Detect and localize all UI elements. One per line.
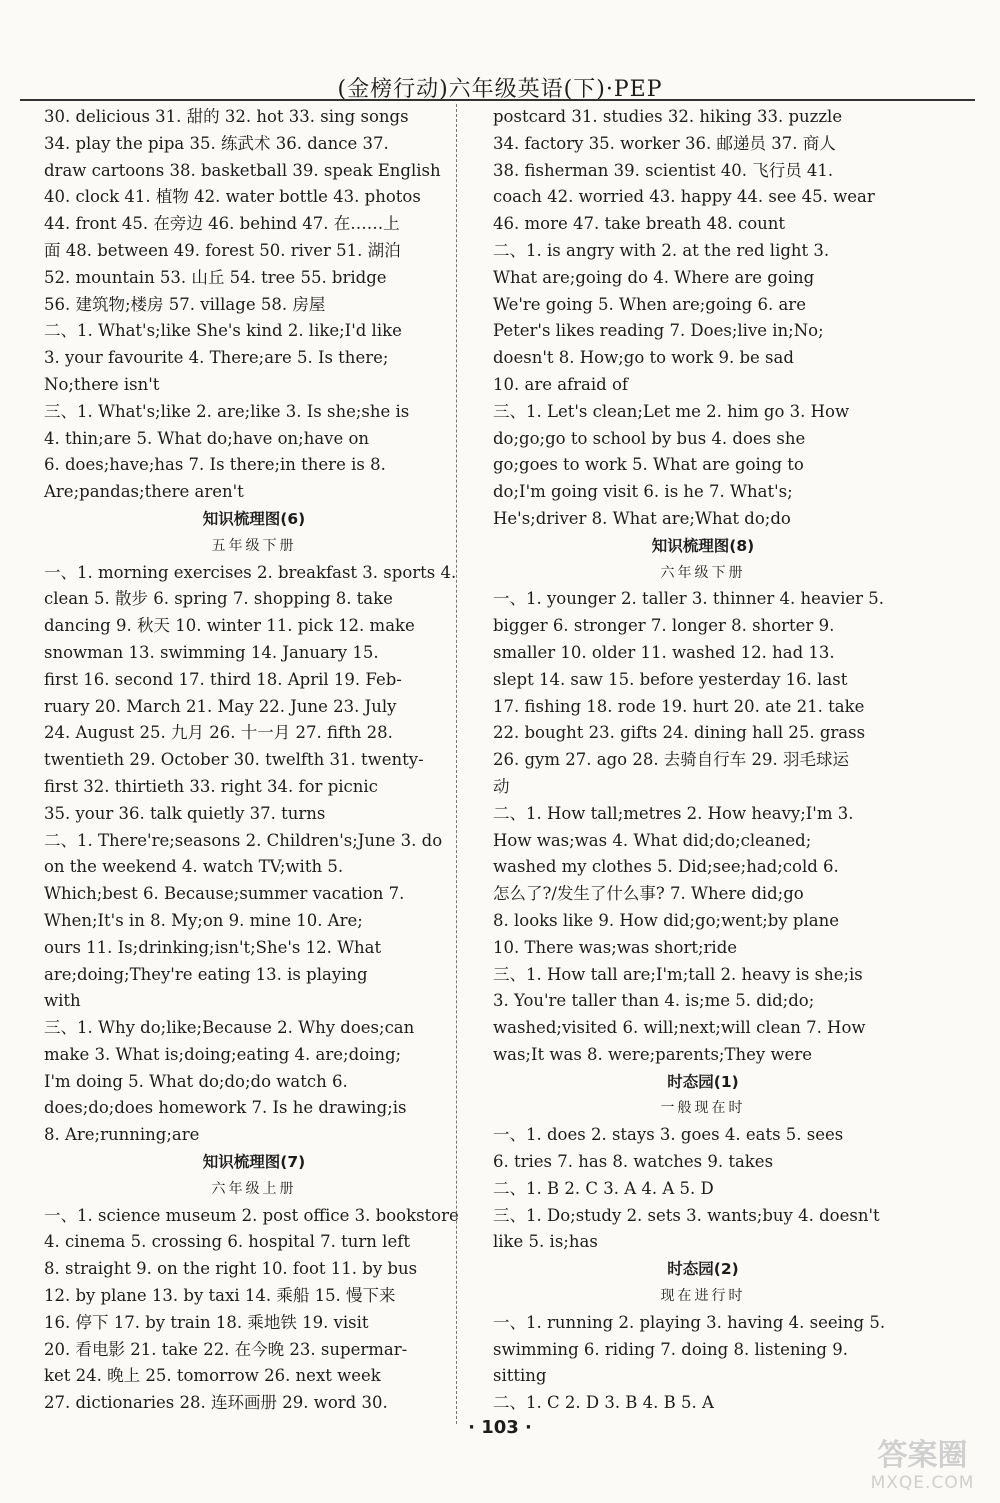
watermark-bottom-text: MXQE.COM xyxy=(870,1473,975,1493)
answer-line: smaller 10. older 11. washed 12. had 13. xyxy=(493,642,835,662)
answer-line: 三、1. Do;study 2. sets 3. wants;buy 4. doesn't xyxy=(493,1205,880,1225)
answer-line: 一、1. running 2. playing 3. having 4. seeing 5. xyxy=(493,1312,886,1332)
answer-line: 二、1. What's;like She's kind 2. like;I'd like xyxy=(44,321,402,341)
watermark-top-text: 答案圈 xyxy=(877,1438,968,1473)
answer-line: ours 11. Is;drinking;isn't;She's 12. What xyxy=(44,937,382,957)
answer-line: 10. There was;was short;ride xyxy=(493,937,738,957)
answer-line: 56. 建筑物;楼房 57. village 58. 房屋 xyxy=(44,294,326,314)
answer-line: 三、1. How tall are;I'm;tall 2. heavy is she;is xyxy=(493,964,863,984)
answer-line: go;goes to work 5. What are going to xyxy=(493,455,804,475)
section-heading: 时态园(2) xyxy=(667,1260,739,1279)
answer-line: 二、1. is angry with 2. at the red light 3. xyxy=(493,240,830,260)
answer-line: 8. looks like 9. How did;go;went;by plane xyxy=(493,910,840,930)
section-heading: 时态园(1) xyxy=(667,1072,739,1091)
answer-line: ket 24. 晚上 25. tomorrow 26. next week xyxy=(44,1366,381,1386)
answer-line: coach 42. worried 43. happy 44. see 45. wear xyxy=(493,187,875,207)
answer-line: bigger 6. stronger 7. longer 8. shorter 9. xyxy=(493,616,835,636)
answer-line: 二、1. How tall;metres 2. How heavy;I'm 3. xyxy=(493,803,854,823)
answer-line: He's;driver 8. What are;What do;do xyxy=(493,508,791,528)
answer-line: How was;was 4. What did;do;cleaned; xyxy=(493,830,812,850)
answer-line: make 3. What is;doing;eating 4. are;doing; xyxy=(44,1044,402,1064)
section-heading: 知识梳理图(8) xyxy=(651,536,755,555)
answer-line: first 32. thirtieth 33. right 34. for picnic xyxy=(44,776,378,796)
answer-line: dancing 9. 秋天 10. winter 11. pick 12. make xyxy=(44,616,415,636)
answer-line: 一、1. science museum 2. post office 3. bookstore xyxy=(44,1205,459,1225)
answer-line: on the weekend 4. watch TV;with 5. xyxy=(44,857,344,877)
answer-line: No;there isn't xyxy=(44,374,160,394)
section-subheading: 现在进行时 xyxy=(660,1288,746,1305)
answer-line: 27. dictionaries 28. 连环画册 29. word 30. xyxy=(44,1393,388,1413)
section-subheading: 五年级下册 xyxy=(211,537,297,554)
answer-line: 三、1. Why do;like;Because 2. Why does;can xyxy=(44,1018,415,1038)
answer-line: 二、1. There're;seasons 2. Children's;June 3. do xyxy=(44,830,443,850)
answer-line: ruary 20. March 21. May 22. June 23. July xyxy=(44,696,397,716)
section-heading: 知识梳理图(6) xyxy=(202,509,306,528)
page-header: (金榜行动)六年级英语(下)·PEP xyxy=(337,77,663,102)
answer-line: 怎么了?/发生了什么事? 7. Where did;go xyxy=(493,884,804,904)
answer-line: does;do;does homework 7. Is he drawing;is xyxy=(44,1098,407,1118)
header-rule xyxy=(20,99,975,101)
section-subheading: 六年级上册 xyxy=(211,1180,297,1197)
answer-line: 35. your 36. talk quietly 37. turns xyxy=(44,803,326,823)
answer-line: 52. mountain 53. 山丘 54. tree 55. bridge xyxy=(44,267,387,287)
answer-line: 34. play the pipa 35. 练武术 36. dance 37. xyxy=(44,133,389,153)
right-column xyxy=(493,104,913,1417)
answer-line: like 5. is;has xyxy=(493,1232,598,1252)
answer-line: When;It's in 8. My;on 9. mine 10. Are; xyxy=(44,910,363,930)
answer-line: clean 5. 散步 6. spring 7. shopping 8. take xyxy=(44,589,393,609)
section-heading: 知识梳理图(7) xyxy=(202,1153,306,1172)
answer-line: What are;going do 4. Where are going xyxy=(493,267,815,287)
answer-line: do;I'm going visit 6. is he 7. What's; xyxy=(493,482,793,502)
answer-line: postcard 31. studies 32. hiking 33. puzzle xyxy=(493,107,843,126)
answer-line: washed;visited 6. will;next;will clean 7. How xyxy=(493,1018,866,1038)
answer-line: draw cartoons 38. basketball 39. speak English xyxy=(44,160,441,180)
answer-line: twentieth 29. October 30. twelfth 31. twenty- xyxy=(44,750,424,770)
answer-line: 8. Are;running;are xyxy=(44,1125,200,1145)
column-divider xyxy=(456,104,457,1424)
section-subheading: 一般现在时 xyxy=(660,1100,746,1117)
answer-line: first 16. second 17. third 18. April 19. Feb- xyxy=(44,669,402,689)
answer-line: 4. cinema 5. crossing 6. hospital 7. turn left xyxy=(44,1232,410,1252)
answer-line: 38. fisherman 39. scientist 40. 飞行员 41. xyxy=(493,160,834,180)
answer-line: 4. thin;are 5. What do;have on;have on xyxy=(44,428,370,448)
answer-line: Which;best 6. Because;summer vacation 7. xyxy=(44,884,405,904)
answer-line: 二、1. B 2. C 3. A 4. A 5. D xyxy=(493,1178,714,1198)
answer-line: 一、1. younger 2. taller 3. thinner 4. heavier 5. xyxy=(493,589,884,609)
answer-line: 一、1. does 2. stays 3. goes 4. eats 5. sees xyxy=(493,1125,844,1145)
answer-line: 26. gym 27. ago 28. 去骑自行车 29. 羽毛球运 xyxy=(493,750,850,770)
answer-line: swimming 6. riding 7. doing 8. listening 9. xyxy=(493,1339,848,1359)
answer-line: 3. You're taller than 4. is;me 5. did;do; xyxy=(493,991,815,1011)
answer-line: 17. fishing 18. rode 19. hurt 20. ate 21. take xyxy=(493,696,865,716)
answer-line: 6. tries 7. has 8. watches 9. takes xyxy=(493,1152,774,1172)
answer-line: We're going 5. When are;going 6. are xyxy=(493,294,806,314)
answer-line: Peter's likes reading 7. Does;live in;No; xyxy=(493,321,824,341)
answer-line: was;It was 8. were;parents;They were xyxy=(493,1044,812,1064)
answer-line: 10. are afraid of xyxy=(493,374,629,394)
answer-line: doesn't 8. How;go to work 9. be sad xyxy=(493,348,794,368)
answer-line: 12. by plane 13. by taxi 14. 乘船 15. 慢下来 xyxy=(44,1286,396,1306)
answer-line: 20. 看电影 21. take 22. 在今晚 23. supermar- xyxy=(44,1339,408,1359)
answer-line: I'm doing 5. What do;do;do watch 6. xyxy=(44,1071,348,1091)
answer-line: are;doing;They're eating 13. is playing xyxy=(44,964,368,984)
answer-line: washed my clothes 5. Did;see;had;cold 6. xyxy=(493,857,839,877)
answer-line: 3. your favourite 4. There;are 5. Is there; xyxy=(44,348,389,368)
answer-line: 46. more 47. take breath 48. count xyxy=(493,214,786,234)
answer-line: snowman 13. swimming 14. January 15. xyxy=(44,642,379,662)
answer-line: 24. August 25. 九月 26. 十一月 27. fifth 28. xyxy=(44,723,393,743)
watermark-logo xyxy=(855,1438,990,1496)
answer-line: sitting xyxy=(493,1366,547,1386)
answer-line: with xyxy=(44,991,81,1011)
page-number: · 103 · xyxy=(468,1417,532,1438)
answer-line: 三、1. Let's clean;Let me 2. him go 3. How xyxy=(493,401,850,421)
section-subheading: 六年级下册 xyxy=(660,564,746,581)
answer-line: slept 14. saw 15. before yesterday 16. last xyxy=(493,669,848,689)
answer-line: 44. front 45. 在旁边 46. behind 47. 在……上 xyxy=(44,214,400,234)
answer-line: 面 48. between 49. forest 50. river 51. 湖泊 xyxy=(44,240,401,260)
answer-line: 30. delicious 31. 甜的 32. hot 33. sing songs xyxy=(44,107,409,126)
answer-line: 22. bought 23. gifts 24. dining hall 25. grass xyxy=(493,723,866,743)
answer-line: 三、1. What's;like 2. are;like 3. Is she;she is xyxy=(44,401,410,421)
answer-line: 16. 停下 17. by train 18. 乘地铁 19. visit xyxy=(44,1312,369,1332)
answer-line: 34. factory 35. worker 36. 邮递员 37. 商人 xyxy=(493,133,836,153)
answer-line: 6. does;have;has 7. Is there;in there is 8. xyxy=(44,455,386,475)
answer-line: 二、1. C 2. D 3. B 4. B 5. A xyxy=(493,1393,714,1413)
answer-line: Are;pandas;there aren't xyxy=(44,482,244,502)
answer-line: 8. straight 9. on the right 10. foot 11. by bus xyxy=(44,1259,418,1279)
answer-line: 一、1. morning exercises 2. breakfast 3. sports 4. xyxy=(44,562,457,582)
left-column xyxy=(44,104,464,1417)
answer-line: do;go;go to school by bus 4. does she xyxy=(493,428,806,448)
answer-line: 40. clock 41. 植物 42. water bottle 43. photos xyxy=(44,187,421,207)
answer-line: 动 xyxy=(493,776,510,796)
